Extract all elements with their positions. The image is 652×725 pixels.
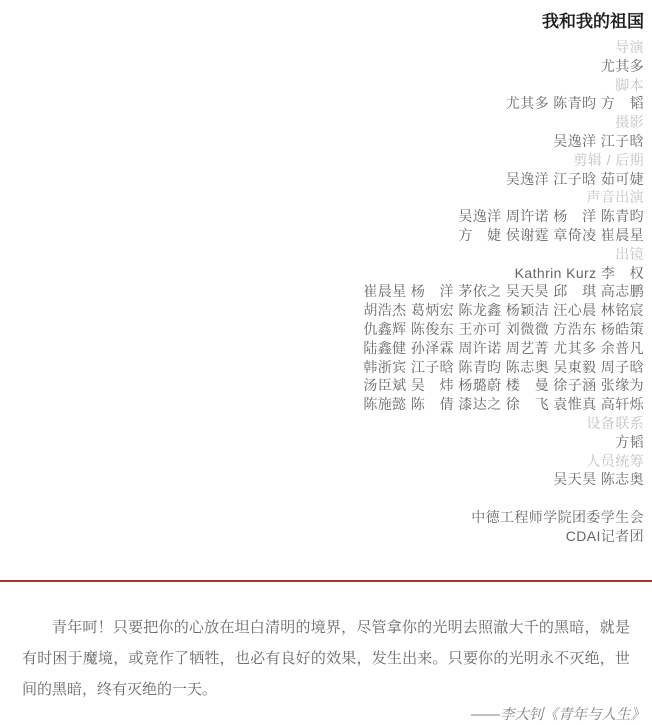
- quote-attribution: ——李大钊《青年与人生》: [471, 706, 645, 723]
- credit-role-label: 声音出演: [586, 189, 644, 206]
- credit-names-line: 尤其多 陈青昀 方 韬: [505, 95, 644, 112]
- credit-names-line: CDAI记者团: [565, 527, 644, 544]
- page-title: 我和我的祖国: [542, 12, 644, 31]
- credit-names-line: 中德工程师学院团委学生会: [471, 508, 644, 525]
- credit-names-line: 尤其多: [600, 57, 644, 74]
- credit-names-line: 崔晨星 杨 洋 茅依之 吴天昊 邱 琪 高志鹏: [363, 283, 644, 300]
- credit-role-label: 剪辑 / 后期: [573, 151, 644, 168]
- credit-blank-line: [0, 489, 644, 508]
- credit-role-label: 脚本: [615, 76, 644, 93]
- credit-names-line: 韩浙宾 江子晗 陈青昀 陈志奥 吴東毅 周子晗: [363, 358, 644, 375]
- credit-names-line: 仇鑫辉 陈俊东 王亦可 刘微微 方浩东 杨皓策: [363, 320, 644, 337]
- credit-role-label: 出镜: [615, 245, 644, 262]
- credit-role-label: 摄影: [615, 114, 644, 131]
- credit-role-label: 设备联系: [586, 414, 644, 431]
- credit-role-label: 导演: [615, 39, 644, 55]
- credit-names-line: 吴逸洋 江子晗: [553, 132, 644, 149]
- credit-names-line: Kathrin Kurz 李 权: [514, 264, 644, 281]
- credit-names-line: 方韬: [615, 433, 644, 450]
- credit-names-line: 吴天昊 陈志奥: [553, 471, 644, 488]
- credit-names-line: 汤臣斌 吴 炜 杨璐蔚 楼 曼 徐子涵 张缘为: [363, 377, 644, 394]
- credit-role-label: 人员统筹: [586, 452, 644, 469]
- quote-text: 青年呵！只要把你的心放在坦白清明的境界，尽管拿你的光明去照澈大千的黑暗，就是有时困于魔境，或竟作了牺牲，也必有良好的效果，发生出来。只要你的光明永不灭绝，世间的黑暗，终有灭绝的一天。: [22, 618, 630, 698]
- section-divider: [0, 580, 652, 582]
- credit-names-line: 吴逸洋 江子晗 茹可婕: [505, 170, 644, 187]
- credit-names-line: 吴逸洋 周许诺 杨 洋 陈青昀: [458, 208, 644, 225]
- credit-names-line: 陆鑫健 孙泽霖 周许诺 周艺菁 尤其多 余普凡: [363, 339, 644, 356]
- credit-names-line: 方 婕 侯谢霆 章倚凌 崔晨星: [458, 226, 644, 243]
- quote-section: [0, 612, 652, 725]
- credits-list: [0, 38, 644, 546]
- credit-names-line: 胡浩杰 葛炳宏 陈龙鑫 杨颖洁 汪心晨 林铭宸: [363, 302, 644, 319]
- credit-names-line: 陈施懿 陈 倩 漆达之 徐 飞 袁惟真 高轩烁: [363, 396, 644, 413]
